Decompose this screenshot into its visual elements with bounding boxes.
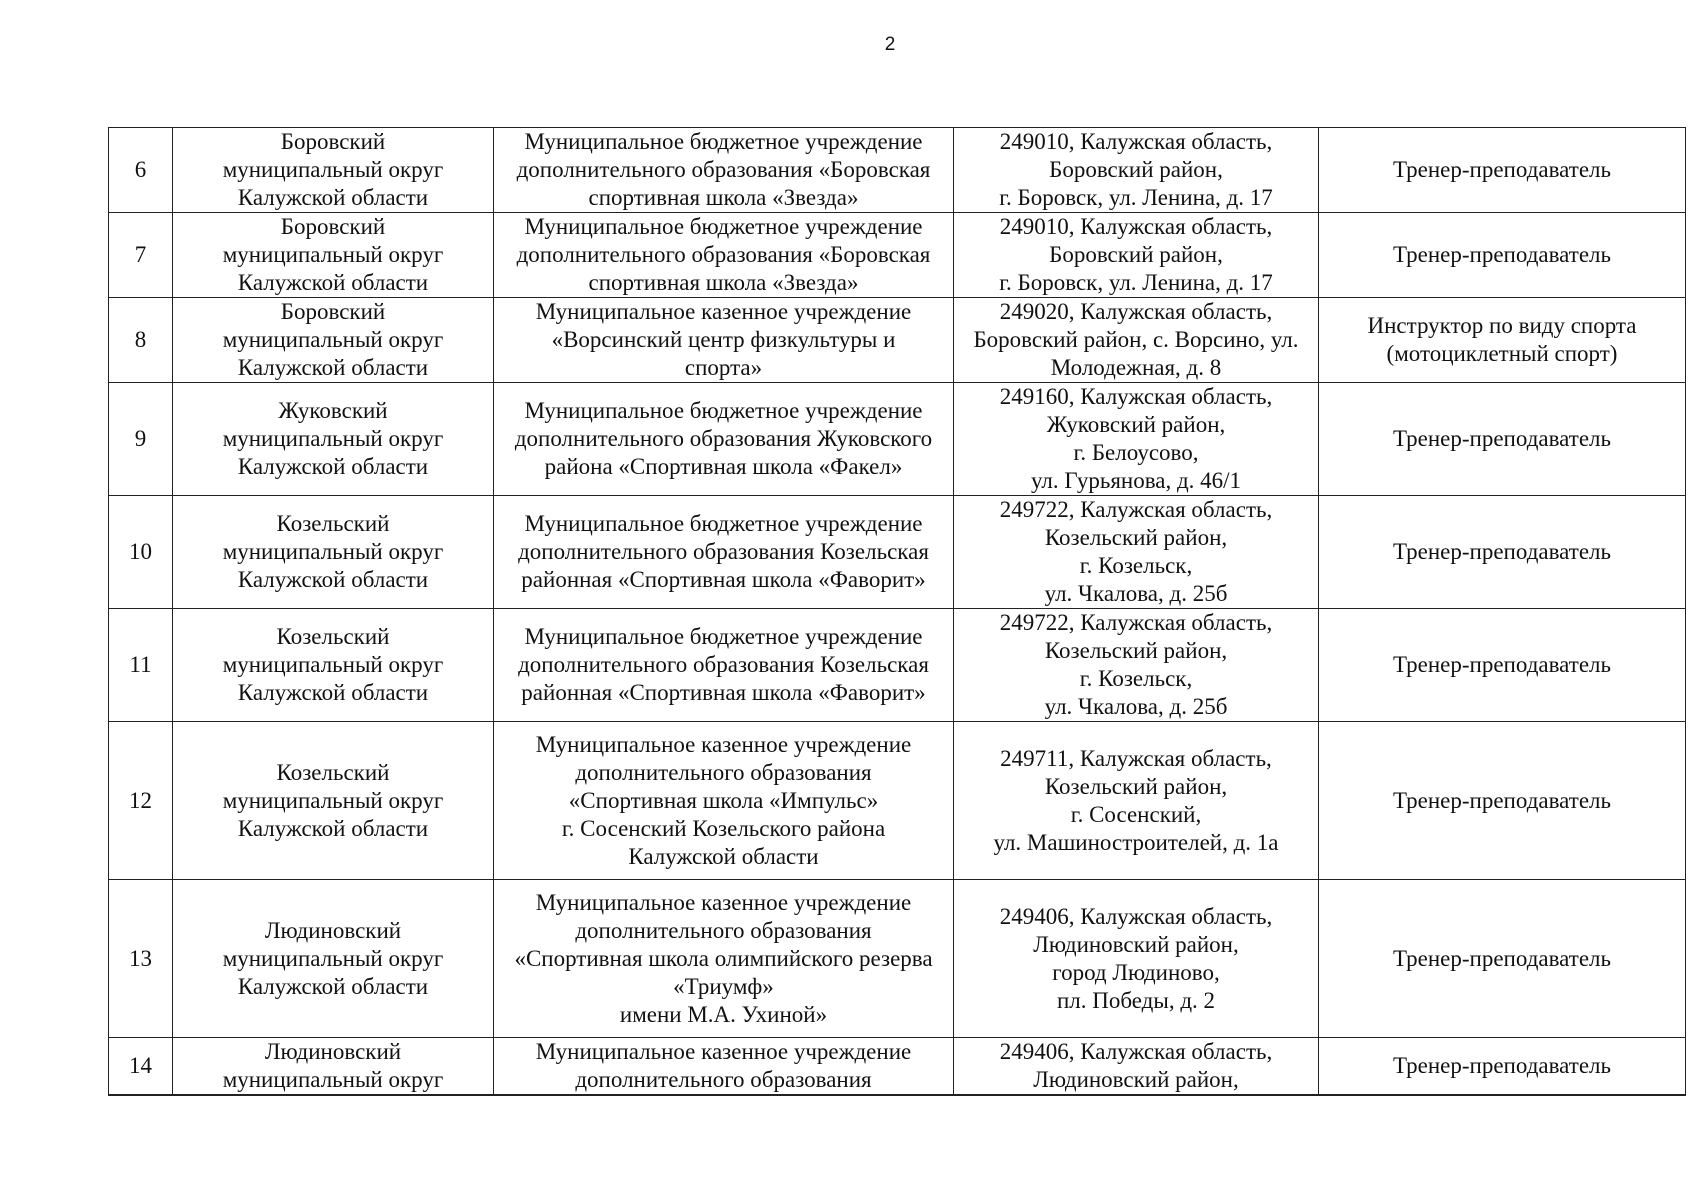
address-cell: 249722, Калужская область, Козельский район, г. Козельск, ул. Чкалова, д. 25б xyxy=(954,609,1319,722)
institution-cell: Муниципальное бюджетное учреждение дополнительного образования Козельская районная «Спортивная школа «Фаворит» xyxy=(494,609,954,722)
row-number-cell: 10 xyxy=(109,496,173,609)
district-cell: Козельский муниципальный округ Калужской области xyxy=(173,496,494,609)
table-row xyxy=(109,383,1686,496)
institution-cell: Муниципальное бюджетное учреждение дополнительного образования Жуковского района «Спортивная школа «Факел» xyxy=(494,383,954,496)
row-number-cell: 9 xyxy=(109,383,173,496)
address-cell: 249711, Калужская область, Козельский район, г. Сосенский, ул. Машиностроителей, д. 1а xyxy=(954,722,1319,880)
position-cell: Тренер-преподаватель xyxy=(1319,722,1686,880)
table-row xyxy=(109,1038,1686,1096)
institution-cell: Муниципальное бюджетное учреждение дополнительного образования Козельская районная «Спортивная школа «Фаворит» xyxy=(494,496,954,609)
address-cell: 249722, Калужская область, Козельский район, г. Козельск, ул. Чкалова, д. 25б xyxy=(954,496,1319,609)
position-cell: Тренер-преподаватель xyxy=(1319,383,1686,496)
address-cell: 249010, Калужская область, Боровский район, г. Боровск, ул. Ленина, д. 17 xyxy=(954,213,1319,298)
table-row xyxy=(109,213,1686,298)
district-cell: Людиновский муниципальный округ xyxy=(173,1038,494,1096)
district-cell: Людиновский муниципальный округ Калужской области xyxy=(173,880,494,1038)
institution-cell: Муниципальное бюджетное учреждение дополнительного образования «Боровская спортивная школа «Звезда» xyxy=(494,128,954,213)
institution-cell: Муниципальное казенное учреждение дополнительного образования «Спортивная школа «Импульс» г. Сосенский Козельского района Калужской области xyxy=(494,722,954,880)
district-cell: Козельский муниципальный округ Калужской области xyxy=(173,722,494,880)
table-row xyxy=(109,722,1686,880)
row-number-cell: 13 xyxy=(109,880,173,1038)
address-cell: 249020, Калужская область, Боровский район, с. Ворсино, ул. Молодежная, д. 8 xyxy=(954,298,1319,383)
page-number: 2 xyxy=(884,34,896,55)
position-cell: Тренер-преподаватель xyxy=(1319,1038,1686,1096)
institution-cell: Муниципальное казенное учреждение дополнительного образования xyxy=(494,1038,954,1096)
address-cell: 249010, Калужская область, Боровский район, г. Боровск, ул. Ленина, д. 17 xyxy=(954,128,1319,213)
table-row xyxy=(109,128,1686,213)
district-cell: Жуковский муниципальный округ Калужской области xyxy=(173,383,494,496)
table-row xyxy=(109,496,1686,609)
row-number-cell: 6 xyxy=(109,128,173,213)
institution-cell: Муниципальное бюджетное учреждение дополнительного образования «Боровская спортивная школа «Звезда» xyxy=(494,213,954,298)
table-row xyxy=(109,880,1686,1038)
district-cell: Боровский муниципальный округ Калужской области xyxy=(173,213,494,298)
position-cell: Инструктор по виду спорта (мотоциклетный спорт) xyxy=(1319,298,1686,383)
row-number-cell: 14 xyxy=(109,1038,173,1096)
position-cell: Тренер-преподаватель xyxy=(1319,128,1686,213)
position-cell: Тренер-преподаватель xyxy=(1319,880,1686,1038)
district-cell: Козельский муниципальный округ Калужской области xyxy=(173,609,494,722)
table-row xyxy=(109,609,1686,722)
institution-cell: Муниципальное казенное учреждение «Ворсинский центр физкультуры и спорта» xyxy=(494,298,954,383)
address-cell: 249160, Калужская область, Жуковский район, г. Белоусово, ул. Гурьянова, д. 46/1 xyxy=(954,383,1319,496)
institutions-table xyxy=(108,127,1686,1096)
district-cell: Боровский муниципальный округ Калужской области xyxy=(173,298,494,383)
institution-cell: Муниципальное казенное учреждение дополнительного образования «Спортивная школа олимпийского резерва «Триумф» имени М.А. Ухиной» xyxy=(494,880,954,1038)
row-number-cell: 7 xyxy=(109,213,173,298)
position-cell: Тренер-преподаватель xyxy=(1319,496,1686,609)
row-number-cell: 11 xyxy=(109,609,173,722)
address-cell: 249406, Калужская область, Людиновский район, город Людиново, пл. Победы, д. 2 xyxy=(954,880,1319,1038)
position-cell: Тренер-преподаватель xyxy=(1319,213,1686,298)
address-cell: 249406, Калужская область, Людиновский район, xyxy=(954,1038,1319,1096)
table-row xyxy=(109,298,1686,383)
position-cell: Тренер-преподаватель xyxy=(1319,609,1686,722)
row-number-cell: 12 xyxy=(109,722,173,880)
district-cell: Боровский муниципальный округ Калужской области xyxy=(173,128,494,213)
row-number-cell: 8 xyxy=(109,298,173,383)
